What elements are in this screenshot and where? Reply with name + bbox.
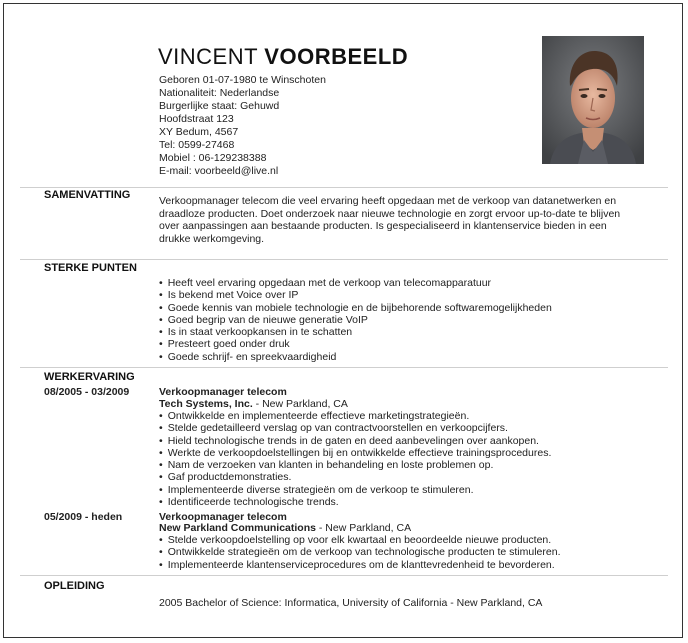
job-duties-list <box>159 410 551 508</box>
list-item: • Ontwikkelde strategieën om de verkoop van technologische producten te stimuleren. <box>159 546 561 558</box>
profile-photo <box>542 36 644 164</box>
strengths-heading: STERKE PUNTEN <box>44 262 137 274</box>
education-entry: 2005 Bachelor of Science: Informatica, University of California - New Parkland, CA <box>159 597 543 609</box>
list-item: • Goed begrip van de nieuwe generatie VoIP <box>159 314 552 326</box>
list-item: • Stelde verkoopdoelstelling op voor elk kwartaal en beoordeelde nieuwe producten. <box>159 534 561 546</box>
nationality: Nationaliteit: Nederlandse <box>159 87 280 99</box>
portrait-image <box>542 36 644 164</box>
mobile: Mobiel : 06-129238388 <box>159 152 267 164</box>
list-item: • Hield technologische trends in de gaten en deed aanbevelingen over aankopen. <box>159 435 551 447</box>
company-location: - New Parkland, CA <box>252 398 348 410</box>
strengths-list <box>159 277 552 363</box>
list-item: • Heeft veel ervaring opgedaan met de verkoop van telecomapparatuur <box>159 277 552 289</box>
list-item: • Werkte de verkoopdoelstellingen bij en ontwikkelde effectieve trainingsprocedures. <box>159 447 551 459</box>
list-item: • Is in staat verkoopkansen in te schatten <box>159 326 552 338</box>
company-name: Tech Systems, Inc. <box>159 398 253 410</box>
job-title: Verkoopmanager telecom <box>159 511 287 523</box>
list-item: • Implementeerde diverse strategieën om de verkoop te stimuleren. <box>159 484 551 496</box>
phone: Tel: 0599-27468 <box>159 139 235 151</box>
birth-info: Geboren 01-07-1980 te Winschoten <box>159 74 326 86</box>
experience-heading: WERKERVARING <box>44 371 135 383</box>
divider <box>20 259 668 260</box>
education-heading: OPLEIDING <box>44 580 105 592</box>
divider <box>20 367 668 368</box>
job-title: Verkoopmanager telecom <box>159 386 287 398</box>
summary-text: Verkoopmanager telecom die veel ervaring heeft opgedaan met de verkoop van datanetwerken en draadloze producten. Doet onderzoek naar nieuwe technologie en zorgt ervoor up-to-date te blijven over aanpassingen aan bestaande producten. Is gespecialiseerd in klantenservice bieden in een drukke werkomgeving. <box>159 195 621 245</box>
candidate-name: VINCENT VOORBEELD <box>158 44 409 69</box>
list-item: • Is bekend met Voice over IP <box>159 289 552 301</box>
contact-details <box>159 74 326 178</box>
list-item: • Stelde gedetailleerd verslag op van contractvoorstellen en verkoopcijfers. <box>159 422 551 434</box>
email: E-mail: voorbeeld@live.nl <box>159 165 279 177</box>
list-item: • Nam de verzoeken van klanten in behandeling en loste problemen op. <box>159 459 551 471</box>
list-item: • Implementeerde klantenserviceprocedures om de klanttevredenheid te bevorderen. <box>159 559 561 571</box>
job-company <box>159 398 348 410</box>
company-location: - New Parkland, CA <box>315 522 412 534</box>
postal-city: XY Bedum, 4567 <box>159 126 239 138</box>
divider <box>20 187 668 188</box>
job-company <box>159 522 411 534</box>
list-item: • Gaf productdemonstraties. <box>159 471 551 483</box>
job-period: 05/2009 - heden <box>44 511 123 523</box>
list-item: • Identificeerde technologische trends. <box>159 496 551 508</box>
list-item: • Presteert goed onder druk <box>159 338 552 350</box>
job-duties-list <box>159 534 561 571</box>
summary-heading: SAMENVATTING <box>44 189 131 201</box>
company-name: New Parkland Communications <box>159 522 316 534</box>
list-item: • Goede kennis van mobiele technologie en de bijbehorende softwaremogelijkheden <box>159 302 552 314</box>
street-address: Hoofdstraat 123 <box>159 113 234 125</box>
divider <box>20 575 668 576</box>
job-period: 08/2005 - 03/2009 <box>44 386 130 398</box>
marital-status: Burgerlijke staat: Gehuwd <box>159 100 280 112</box>
list-item: • Ontwikkelde en implementeerde effectieve marketingstrategieën. <box>159 410 551 422</box>
list-item: • Goede schrijf- en spreekvaardigheid <box>159 351 552 363</box>
